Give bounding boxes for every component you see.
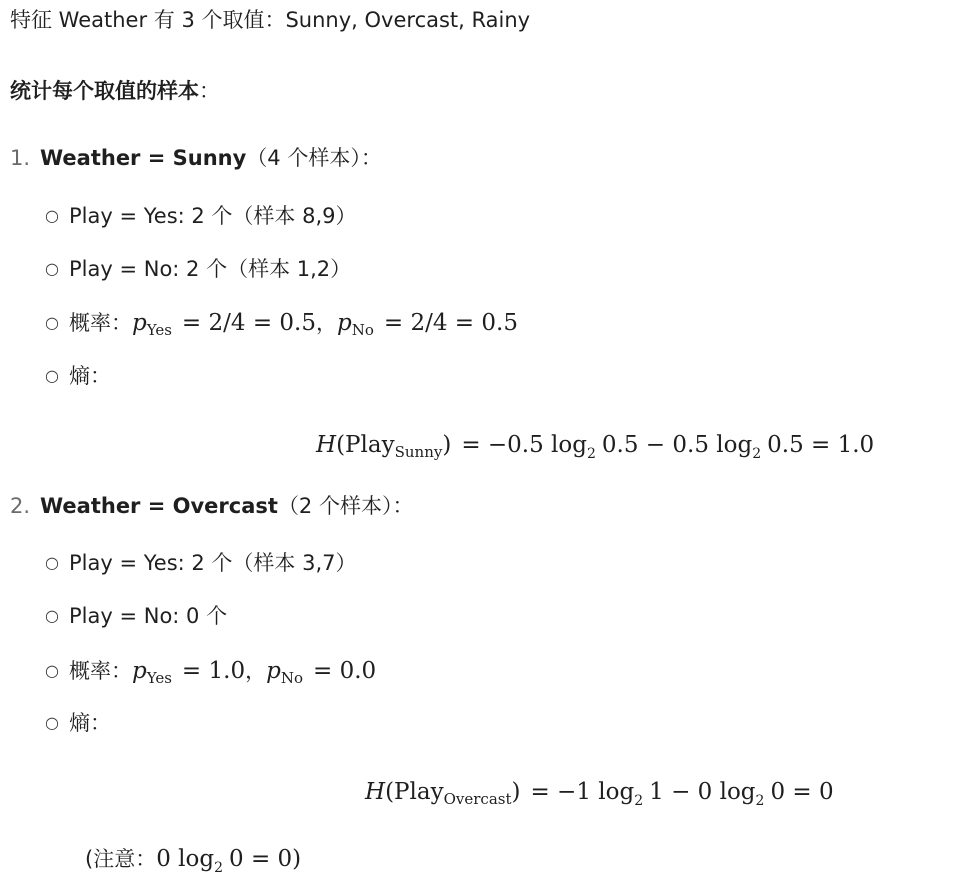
bullet-icon: ○ — [45, 713, 59, 732]
note-expr-b: 0 = 0) — [229, 846, 302, 872]
math-h: H — [316, 432, 337, 458]
math-sub-no: No — [280, 669, 303, 687]
heading-colon: ： — [199, 79, 220, 103]
prob-sep: ， — [316, 311, 337, 335]
math-h: H — [365, 779, 386, 805]
bullet-icon: ○ — [45, 206, 59, 225]
bullet-text: Play = Yes: 2 个（样本 3,7） — [69, 551, 357, 575]
math-sub-yes: Yes — [146, 321, 172, 339]
math-p: p — [132, 658, 147, 684]
note-prefix: (注意： — [85, 847, 157, 871]
bullet-icon: ○ — [45, 553, 59, 572]
prob-formula — [132, 310, 316, 339]
item-count: （4 个样本）： — [246, 146, 382, 170]
prob-label: 概率： — [69, 311, 132, 335]
entropy-rhs-b: 0 = 0 — [770, 779, 834, 805]
bullet-entropy — [45, 364, 111, 389]
entropy-rhs-a: 1 − 0 log — [649, 779, 756, 805]
math-sub-overcast: Overcast — [443, 790, 512, 808]
prob-formula-no — [337, 310, 518, 339]
bullet-icon: ○ — [45, 313, 59, 332]
section-heading — [10, 79, 220, 104]
prob-yes-value: = 2/4 = 0.5 — [181, 310, 316, 336]
list-number: 2. — [10, 494, 31, 518]
intro-text: 特征 Weather 有 3 个取值：Sunny, Overcast, Rainy — [10, 8, 531, 32]
item-title: Weather = Overcast — [40, 494, 278, 518]
bullet-entropy — [45, 711, 111, 736]
bullet-icon: ○ — [45, 259, 59, 278]
entropy-formula-overcast: H(Play$_{Overcast}$) = −1 $\log_2 1 - 0$ $\log_2 0 = 0$ — [365, 779, 834, 809]
log-base: 2 — [755, 793, 765, 809]
item-count: （2 个样本）： — [277, 494, 414, 518]
log-base: 2 — [214, 860, 223, 876]
prob-formula — [132, 658, 246, 687]
bullet-no — [45, 257, 351, 282]
math-sub-sunny: Sunny — [394, 443, 443, 461]
entropy-rhs: = −0.5 log — [461, 432, 587, 458]
bullet-yes — [45, 204, 357, 229]
note-expr-a: 0 log — [156, 846, 215, 872]
prob-sep: ， — [245, 659, 267, 683]
prob-label: 概率： — [69, 659, 132, 683]
list-item-overcast — [10, 494, 413, 519]
entropy-rhs-a: 0.5 − 0.5 log — [601, 432, 753, 458]
heading-text: 统计每个取值的样本 — [10, 79, 199, 103]
entropy-rhs-b: 0.5 = 1.0 — [767, 432, 875, 458]
prob-yes-value: = 1.0 — [181, 658, 246, 684]
math-sub-yes: Yes — [146, 669, 172, 687]
math-sub-no: No — [351, 321, 374, 339]
list-number: 1. — [10, 146, 31, 170]
bullet-probability — [45, 658, 376, 686]
log-base: 2 — [752, 446, 762, 462]
math-p: p — [266, 658, 281, 684]
item-title: Weather = Sunny — [40, 146, 247, 170]
bullet-icon: ○ — [45, 606, 59, 625]
entropy-rhs: = −1 log — [530, 779, 635, 805]
bullet-icon: ○ — [45, 661, 59, 680]
entropy-formula-sunny: H(Play$_{Sunny}$) = −0.5 $\log_2 0.5 - 0.5$ $\log_2 0.5 = 1.0$ — [316, 432, 875, 462]
log-base: 2 — [586, 446, 596, 462]
list-item-sunny — [10, 146, 382, 171]
prob-no-value: = 2/4 = 0.5 — [383, 310, 518, 336]
bullet-text: Play = No: 0 个 — [69, 604, 228, 628]
math-p: p — [132, 310, 147, 336]
prob-formula-no — [266, 658, 377, 687]
prob-no-value: = 0.0 — [312, 658, 377, 684]
bullet-icon: ○ — [45, 366, 59, 385]
log-base: 2 — [634, 793, 644, 809]
math-play: Play — [394, 779, 444, 805]
note-line — [85, 846, 301, 874]
math-p: p — [337, 310, 352, 336]
bullet-probability — [45, 310, 518, 338]
bullet-text: Play = No: 2 个（样本 1,2） — [69, 257, 352, 281]
bullet-no — [45, 604, 227, 629]
entropy-label: 熵： — [69, 711, 111, 735]
math-play: Play — [345, 432, 395, 458]
bullet-text: Play = Yes: 2 个（样本 8,9） — [69, 204, 357, 228]
bullet-yes — [45, 551, 357, 576]
entropy-label: 熵： — [69, 364, 111, 388]
note-formula — [156, 846, 302, 876]
